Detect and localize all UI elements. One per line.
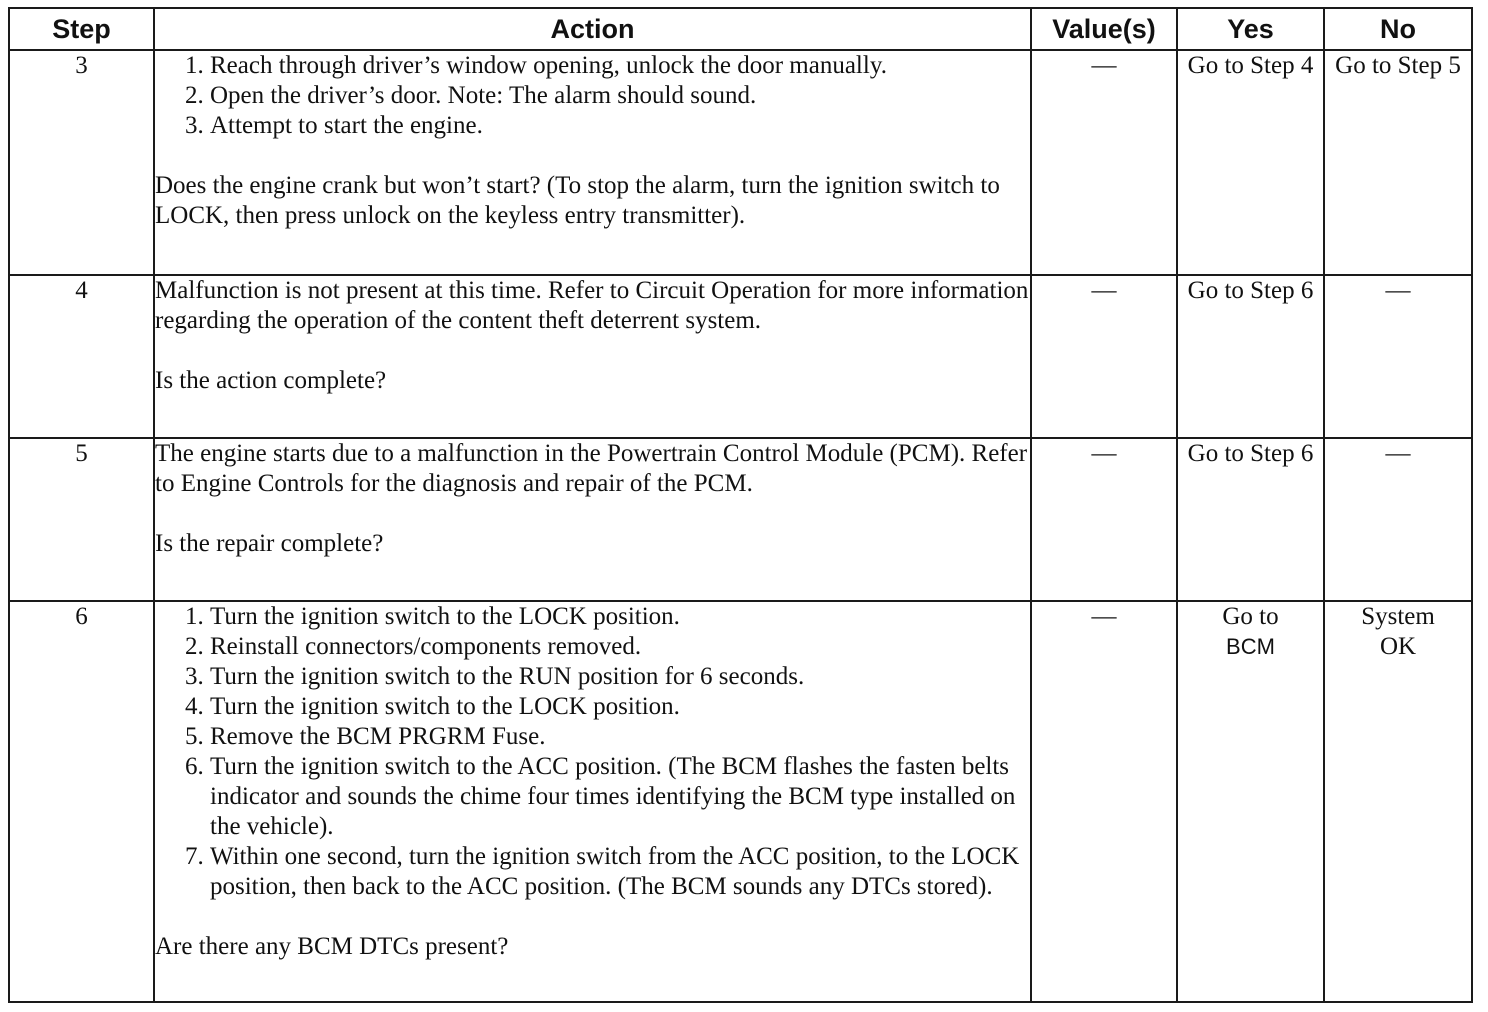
action-cell	[154, 50, 1031, 275]
list-item: 4. Turn the ignition switch to the LOCK position.	[210, 692, 1030, 722]
action-list	[155, 602, 1030, 902]
header-row	[9, 8, 1472, 50]
action-list	[155, 51, 1030, 141]
value-cell: —	[1031, 275, 1177, 438]
list-item: 6. Turn the ignition switch to the ACC position. (The BCM flashes the fasten belts indicator and sounds the chime four times identifying the BCM type installed on the vehicle).	[210, 752, 1030, 842]
header-values: Value(s)	[1031, 8, 1177, 50]
table-row-step-6	[9, 601, 1472, 1002]
table-row-step-4	[9, 275, 1472, 438]
step-number: 3	[9, 50, 154, 275]
yes-cell: Go to Step 4	[1177, 50, 1324, 275]
yes-cell: Go to Step 6	[1177, 275, 1324, 438]
value-cell: —	[1031, 601, 1177, 1002]
no-line: OK	[1379, 633, 1417, 660]
header-action: Action	[154, 8, 1031, 50]
no-cell: Go to Step 5	[1324, 50, 1472, 275]
no-cell: —	[1324, 275, 1472, 438]
no-line: System	[1361, 603, 1435, 630]
yes-line: Go to	[1222, 603, 1279, 630]
list-item: 1. Reach through driver’s window opening, unlock the door manually.	[210, 51, 1030, 81]
diagnostic-table	[8, 7, 1473, 1003]
list-item: 7. Within one second, turn the ignition switch from the ACC position, to the LOCK position, then back to the ACC position. (The BCM sounds any DTCs stored).	[210, 842, 1030, 902]
list-item: 3. Attempt to start the engine.	[210, 111, 1030, 141]
value-cell: —	[1031, 438, 1177, 601]
yes-cell	[1177, 601, 1324, 1002]
list-item: 1. Turn the ignition switch to the LOCK position.	[210, 602, 1030, 632]
action-cell	[154, 275, 1031, 438]
yes-cell: Go to Step 6	[1177, 438, 1324, 601]
list-item: 2. Reinstall connectors/components removed.	[210, 632, 1030, 662]
action-question: Are there any BCM DTCs present?	[155, 933, 509, 960]
value-cell: —	[1031, 50, 1177, 275]
no-cell: —	[1324, 438, 1472, 601]
step-number: 6	[9, 601, 154, 1002]
header-step: Step	[9, 8, 154, 50]
action-question: Is the repair complete?	[155, 530, 384, 557]
header-no: No	[1324, 8, 1472, 50]
action-paragraph: The engine starts due to a malfunction in the Powertrain Control Module (PCM). Refer to Engine Controls for the diagnosis and repair of the PCM.	[155, 440, 1028, 497]
list-item: 3. Turn the ignition switch to the RUN position for 6 seconds.	[210, 662, 1030, 692]
action-cell	[154, 601, 1031, 1002]
table-row-step-5	[9, 438, 1472, 601]
table-row-step-3	[9, 50, 1472, 275]
no-cell	[1324, 601, 1472, 1002]
action-question: Is the action complete?	[155, 367, 387, 394]
action-paragraph: Malfunction is not present at this time. Refer to Circuit Operation for more information regarding the operation of the content theft deterrent system.	[155, 277, 1029, 334]
list-item: 5. Remove the BCM PRGRM Fuse.	[210, 722, 1030, 752]
yes-line: BCM	[1226, 634, 1275, 659]
step-number: 5	[9, 438, 154, 601]
list-item: 2. Open the driver’s door. Note: The alarm should sound.	[210, 81, 1030, 111]
action-cell	[154, 438, 1031, 601]
header-yes: Yes	[1177, 8, 1324, 50]
action-question: Does the engine crank but won’t start? (To stop the alarm, turn the ignition switch to LOCK, then press unlock on the keyless entry transmitter).	[155, 172, 1000, 229]
step-number: 4	[9, 275, 154, 438]
